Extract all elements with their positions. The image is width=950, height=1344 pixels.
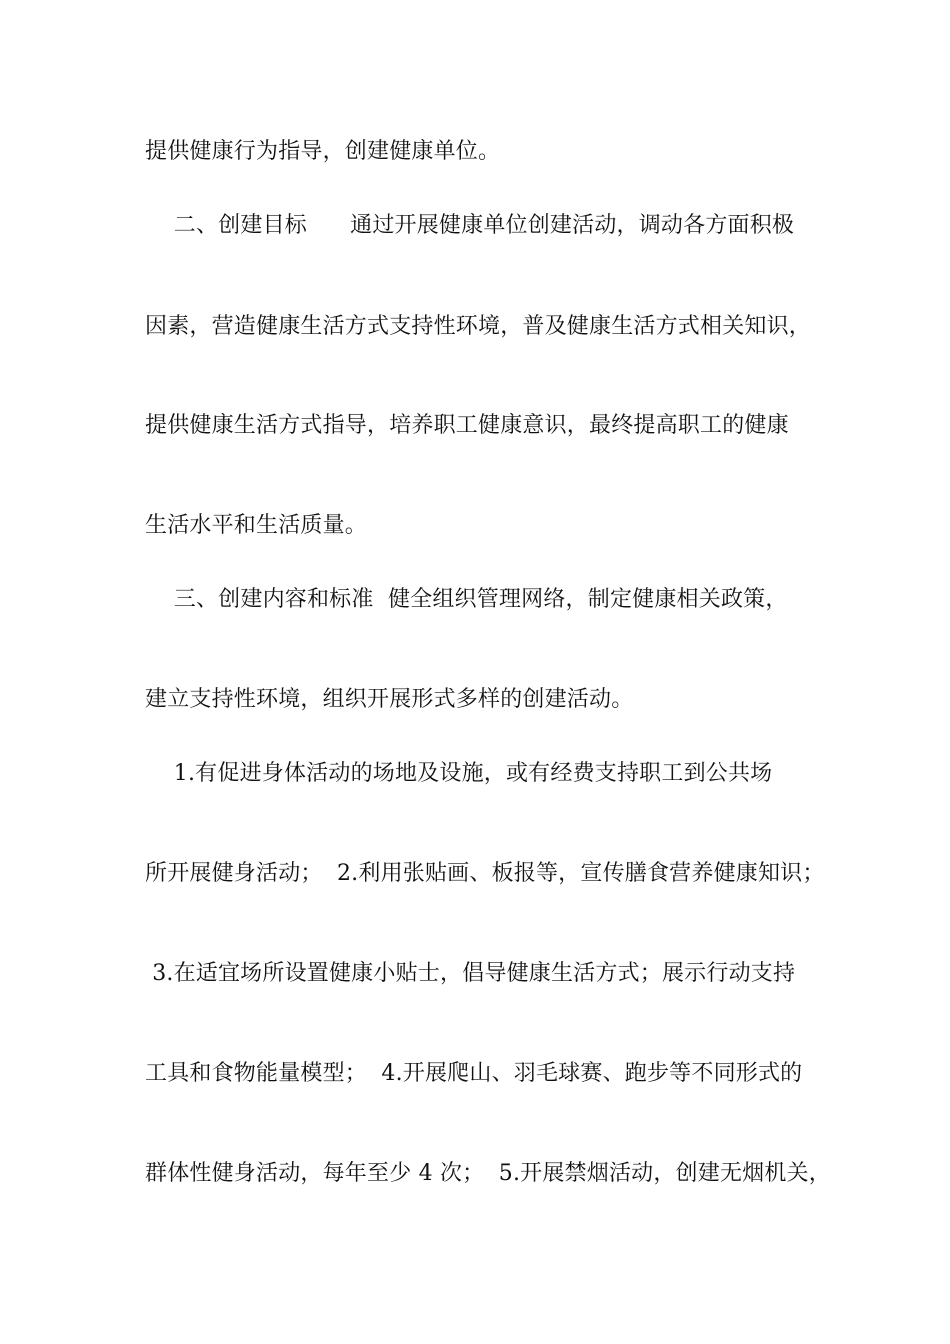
text-line: 提供健康生活方式指导，培养职工健康意识，最终提高职工的健康: [145, 413, 789, 438]
text-line: 二、创建目标 通过开展健康单位创建活动，调动各方面积极: [145, 213, 795, 238]
text-line: 建立支持性环境，组织开展形式多样的创建活动。: [145, 687, 634, 712]
text-line: 群体性健身活动，每年至少 4 次； 5.开展禁烟活动，创建无烟机关，: [145, 1161, 831, 1186]
text-line: 生活水平和生活质量。: [145, 513, 368, 538]
text-line: 工具和食物能量模型； 4.开展爬山、羽毛球赛、跑步等不同形式的: [145, 1061, 803, 1086]
text-line: 所开展健身活动； 2.利用张贴画、板报等，宣传膳食营养健康知识；: [145, 861, 825, 886]
text-line: 1.有促进身体活动的场地及设施，或有经费支持职工到公共场: [145, 761, 773, 786]
text-line: 三、创建内容和标准 健全组织管理网络，制定健康相关政策，: [145, 587, 788, 612]
text-line: 提供健康行为指导，创建健康单位。: [145, 139, 501, 164]
text-line: 因素，营造健康生活方式支持性环境，普及健康生活方式相关知识，: [145, 314, 812, 339]
text-line: 3.在适宜场所设置健康小贴士，倡导健康生活方式；展示行动支持: [145, 961, 796, 986]
